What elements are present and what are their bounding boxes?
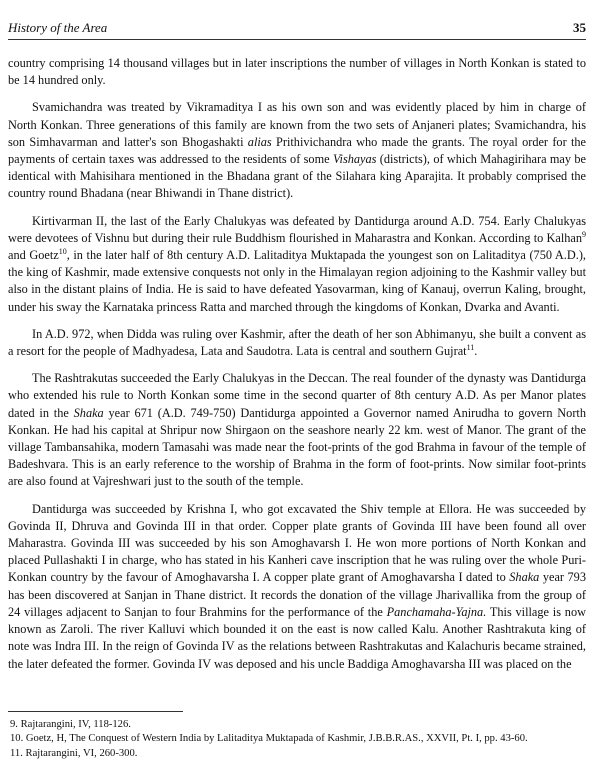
footnotes [8, 711, 586, 761]
italic-term: Shaka [509, 570, 540, 585]
paragraph [8, 99, 586, 202]
body-text [8, 55, 586, 683]
paragraph [8, 55, 586, 89]
italic-term: Panchamaha-Yajna. [386, 604, 487, 619]
footnote: 11. Rajtarangini, VI, 260-300. [10, 747, 138, 759]
footnote-ref: 9 [582, 229, 586, 239]
paragraph [8, 213, 586, 316]
text-run: and Goetz [8, 248, 59, 263]
text-run: Dantidurga was succeeded by Krishna I, who got excavated the Shiv temple at Ellora. He was succeeded by Govinda II, Dhruva and Govinda III in that order. Copper plate grants of Govinda III have been found all over Maharastra. Govinda III was succeeded by his son Amoghavarsh I. He won more portions of North Konkan and placed Pullashakti I in charge, who has stated in his Kanheri cave inscription that he was ruling over the whole Puri-Konkan country by the favour of Amoghavarsha I. A copper plate grant of Amoghavarsha I dated to [8, 501, 586, 585]
text-run: . [474, 344, 478, 359]
footnote-ref: 10 [58, 246, 67, 256]
paragraph [8, 326, 586, 360]
text-run: In A.D. 972, when Didda was ruling over Kashmir, after the death of her son Abhimanyu, she built a convent as a resort for the people of Madhyadesa, Lata and Saudotra. Lata is central and southern Gujrat [8, 326, 586, 359]
text-run: Kirtivarman II, the last of the Early Chalukyas was defeated by Dantidurga around A.D. 754. Early Chalukyas were devotees of Vishnu but during their rule Buddhism flourished in Maharastra and Konkan. According to Kalhan [8, 213, 586, 245]
text-run: country comprising 14 thousand villages but in later inscriptions the number of villages in North Konkan is stated to be 14 hundred only. [8, 56, 586, 88]
footnote-rule [8, 711, 183, 712]
footnote-ref: 11 [466, 342, 475, 352]
italic-term: Shaka [73, 405, 104, 420]
text-run: (districts), of which Mahagirihara may be identical with Mahisihara mentioned in the Bhadana grant of the Silahara king Aparajita. It probably comprised the country round Bhadana (near Bhiwandi in Thane district). [8, 152, 586, 201]
paragraph [8, 370, 586, 490]
footnote: 10. Goetz, H, The Conquest of Western India by Lalitaditya Muktapada of Kashmir, J.B.B.R.AS., XXVII, Pt. I, pp. 43-60. [10, 733, 528, 745]
text-run: year 793 has been discovered at Sanjan in Thane district. It records the donation of the village Jharivallika from the group of 24 villages adjacent to Sanjan to four Brahmins for the performance of the [8, 570, 586, 619]
text-run: year 671 (A.D. 749-750) Dantidurga appointed a Governor named Anirudha to govern North Konkan. He had his capital at Shripur now Shirgaon on the seashore nearly 22 km. west of Manor. The grant of the village Tambansahika, modern Tamasahi was made near the foot-prints of the god Brahma in favour of the temple of Badeshvara. This is an early reference to the worship of Brahma in the form of foot-prints. Now similar foot-prints are also found at Vajreshwari just to the south of the temple. [8, 405, 586, 489]
text-run: Svamichandra was treated by Vikramaditya I as his own son and was evidently placed by him in charge of North Konkan. Three generations of this family are known from the two sets of Anjaneri plates; Svamichandra, his son Simhavarman and latter's son Bhogashakti [8, 100, 586, 149]
text-run: The Rashtrakutas succeeded the Early Chalukyas in the Deccan. The real founder of the dynasty was Dantidurga who extended his rule to North Konkan some time in the second quarter of 8th century A.D. As per Manor plates dated in the [8, 371, 586, 420]
text-run: This village is now known as Zaroli. The river Kalluvi which bounded it on the east is now called Kalu. Another Rashtrakuta king of note was Indra III. In the reign of Govinda IV as the relations between Rashtrakutas and Kalachuris became strained, the later defeated the former. Govinda IV was deposed and his uncle Baddiga Amoghavarsha III was placed on the [8, 604, 586, 671]
italic-term: Vishayas [332, 152, 377, 167]
text-run: , in the later half of 8th century A.D. Lalitaditya Muktapada the youngest son on Lalitaditya (750 A.D.), the king of Kashmir, made extensive conquests not only in the Himalayan region adjoining to the Kashmir valley but also in the distant plains of India. He is said to have defeated Yasovarman, king of Kanauj, overrun Kaling, brought, under his sway the Karnataka princess Ratta and marched through the kingdoms of Konkan, Dvarka and Avanti. [8, 248, 586, 314]
text-run: Prithivichandra who made the grants. The royal order for the payments of certain taxes was addressed to the residents of some [8, 134, 586, 167]
italic-term: alias [247, 134, 272, 149]
footnote: 9. Rajtarangini, IV, 118-126. [10, 719, 131, 730]
running-head: History of the Area [8, 20, 108, 35]
paragraph [8, 501, 586, 673]
page-header [8, 14, 586, 40]
page-number: 35 [573, 20, 586, 35]
